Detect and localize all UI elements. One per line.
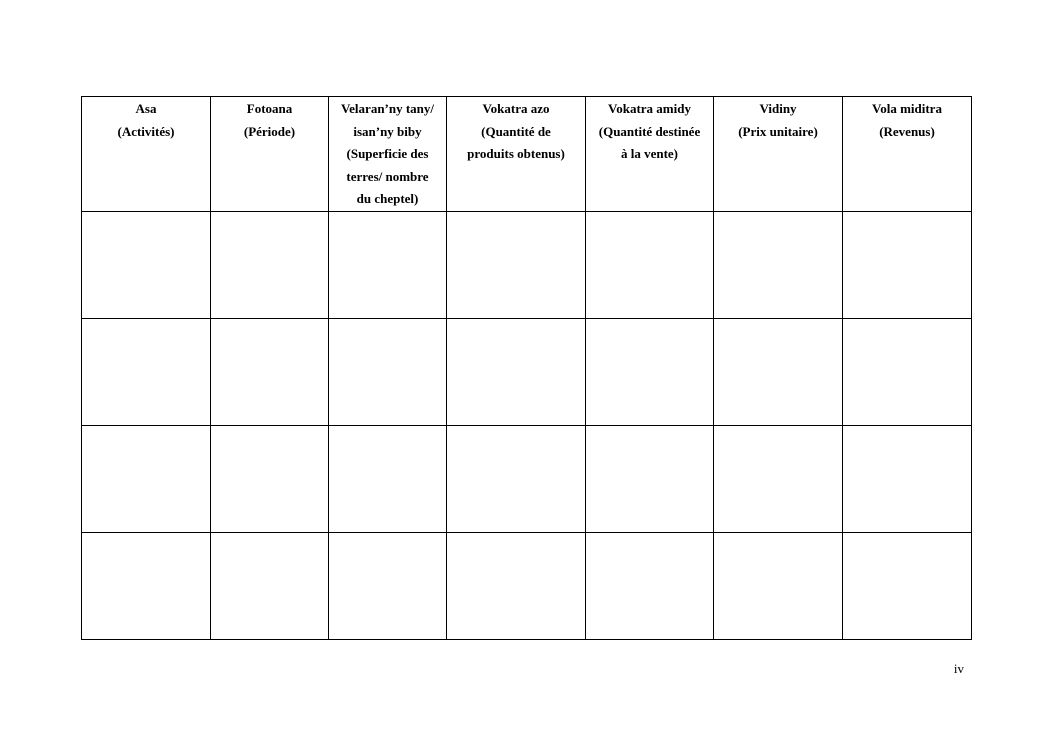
header-line: (Quantité destinée <box>598 123 701 139</box>
table-cell <box>447 425 586 532</box>
table-cell <box>329 532 447 639</box>
table-cell <box>714 425 843 532</box>
header-line: Vidiny <box>759 101 797 116</box>
table-cell <box>843 318 972 425</box>
header-line: Vokatra amidy <box>608 101 691 116</box>
header-land-area <box>329 97 447 212</box>
table-cell <box>211 318 329 425</box>
table-cell <box>447 532 586 639</box>
data-collection-table <box>81 96 972 640</box>
header-line: (Revenus) <box>879 123 935 139</box>
table-cell <box>329 211 447 318</box>
table-cell <box>82 318 211 425</box>
header-line: (Superficie des <box>346 146 429 161</box>
header-line: (Période) <box>243 123 296 139</box>
header-line: Vokatra azo <box>482 101 550 116</box>
table-body <box>82 211 972 639</box>
table-cell <box>329 318 447 425</box>
table-cell <box>714 211 843 318</box>
table-cell <box>82 211 211 318</box>
table-row <box>82 318 972 425</box>
table-cell <box>82 425 211 532</box>
header-line: produits obtenus) <box>467 146 565 161</box>
table-cell <box>447 318 586 425</box>
header-line: (Quantité de <box>481 123 551 139</box>
table-cell <box>211 211 329 318</box>
header-quantity-obtained <box>447 97 586 212</box>
header-activities <box>82 97 211 212</box>
table-cell <box>211 425 329 532</box>
table-row <box>82 425 972 532</box>
table-cell <box>586 532 714 639</box>
header-period <box>211 97 329 212</box>
table-cell <box>586 425 714 532</box>
table-cell <box>586 211 714 318</box>
table-cell <box>714 318 843 425</box>
header-line: terres/ nombre <box>346 168 429 184</box>
header-line: du cheptel) <box>356 191 419 206</box>
table-cell <box>843 211 972 318</box>
header-line: Asa <box>135 101 157 116</box>
header-quantity-sold <box>586 97 714 212</box>
header-line: Vola miditra <box>872 101 942 116</box>
table-cell <box>586 318 714 425</box>
table-cell <box>843 532 972 639</box>
header-line: Fotoana <box>246 101 293 116</box>
table-cell <box>211 532 329 639</box>
table-row <box>82 532 972 639</box>
table-cell <box>82 532 211 639</box>
header-line: (Activités) <box>117 123 175 139</box>
page-number: iv <box>953 661 964 676</box>
table-row <box>82 211 972 318</box>
table-cell <box>447 211 586 318</box>
header-line: Velaran’ny tany/ <box>340 101 435 116</box>
header-line: (Prix unitaire) <box>738 123 818 139</box>
table-header-row <box>82 97 972 212</box>
header-revenue <box>843 97 972 212</box>
header-line: à la vente) <box>620 146 679 161</box>
table-cell <box>843 425 972 532</box>
table-cell <box>329 425 447 532</box>
table-cell <box>714 532 843 639</box>
header-unit-price <box>714 97 843 212</box>
header-line: isan’ny biby <box>353 123 422 139</box>
